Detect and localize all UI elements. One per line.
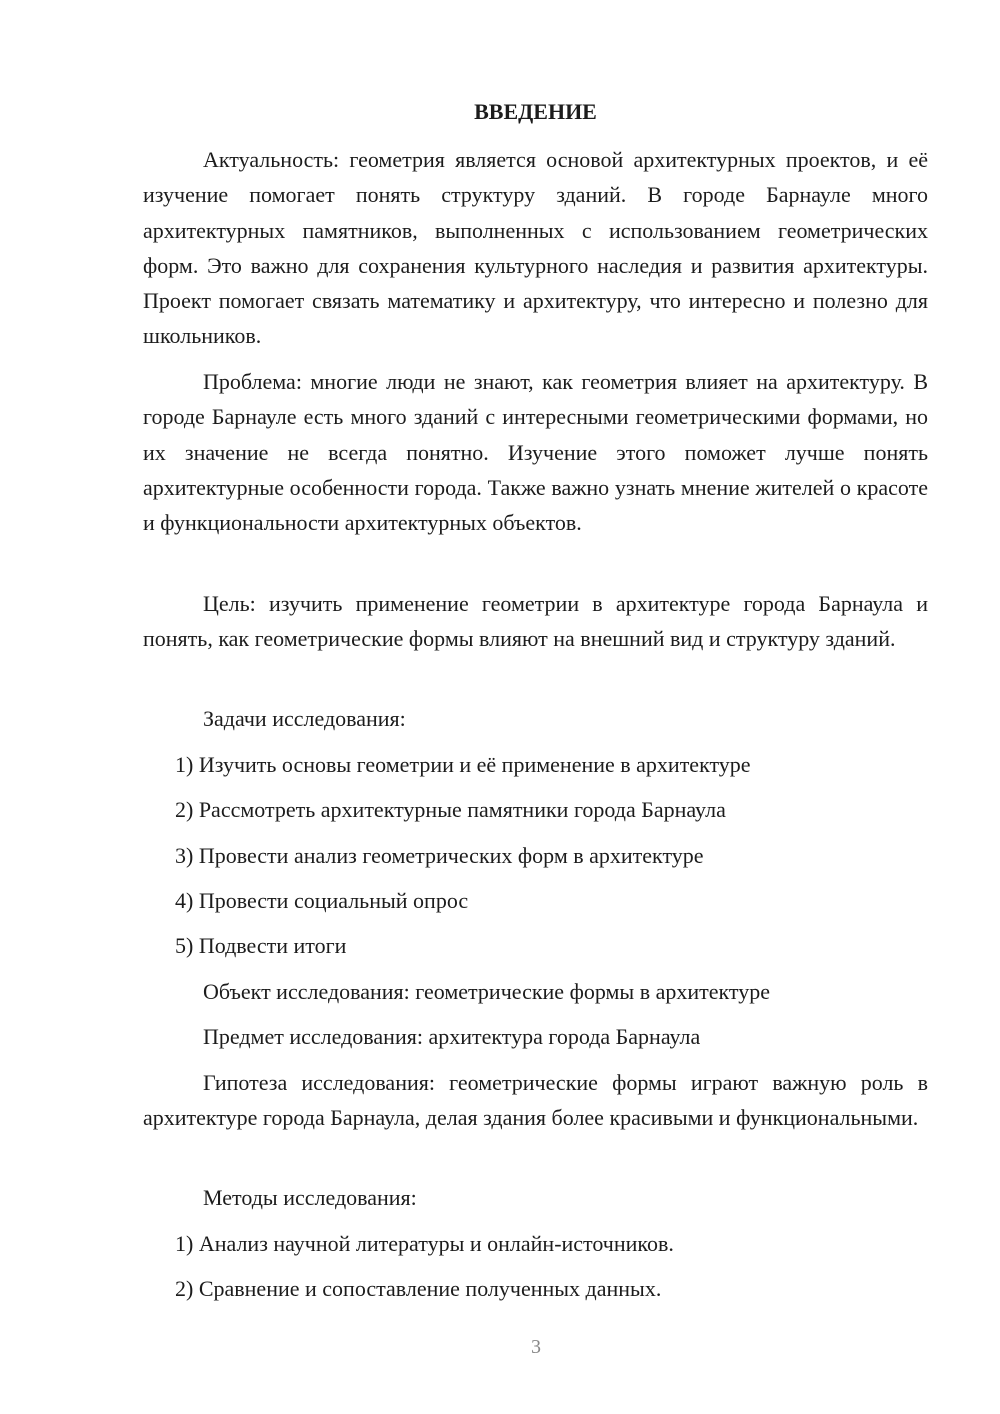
task-item: 4) Провести социальный опрос [175,888,469,913]
problem-paragraph: Проблема: многие люди не знают, как геометрия влияет на архитектуру. В городе Барнауле есть много зданий с интересными геометрическими формами, но их значение не всегда понятно. Изучение этого поможет лучше понять архитектурные особенности города. Также важно узнать мнение жителей о красоте и функциональности архитектурных объектов. [143,369,928,536]
method-item: 1) Анализ научной литературы и онлайн-источников. [175,1231,674,1256]
task-item: 3) Провести анализ геометрических форм в архитектуре [175,843,704,868]
goal-paragraph: Цель: изучить применение геометрии в архитектуре города Барнаула и понять, как геометрические формы влияют на внешний вид и структуру зданий. [143,591,928,652]
page-number: 3 [531,1336,541,1358]
task-item: 1) Изучить основы геометрии и её применение в архитектуре [175,752,751,777]
methods-heading: Методы исследования: [203,1185,417,1210]
research-object: Объект исследования: геометрические формы в архитектуре [203,979,770,1004]
task-item: 2) Рассмотреть архитектурные памятники города Барнаула [175,797,726,822]
tasks-heading: Задачи исследования: [203,706,406,731]
task-item: 5) Подвести итоги [175,933,347,958]
page-title: ВВЕДЕНИЕ [474,99,597,124]
hypothesis-paragraph: Гипотеза исследования: геометрические формы играют важную роль в архитектуре города Барнаула, делая здания более красивыми и функциональными. [143,1070,928,1131]
relevance-paragraph: Актуальность: геометрия является основой архитектурных проектов, и её изучение помогает понять структуру зданий. В городе Барнауле много архитектурных памятников, выполненных с использованием геометрических форм. Это важно для сохранения культурного наследия и развития архитектуры. Проект помогает связать математику и архитектуру, что интересно и полезно для школьников. [143,147,928,349]
research-subject: Предмет исследования: архитектура города Барнаула [203,1024,701,1049]
method-item: 2) Сравнение и сопоставление полученных данных. [175,1276,662,1301]
